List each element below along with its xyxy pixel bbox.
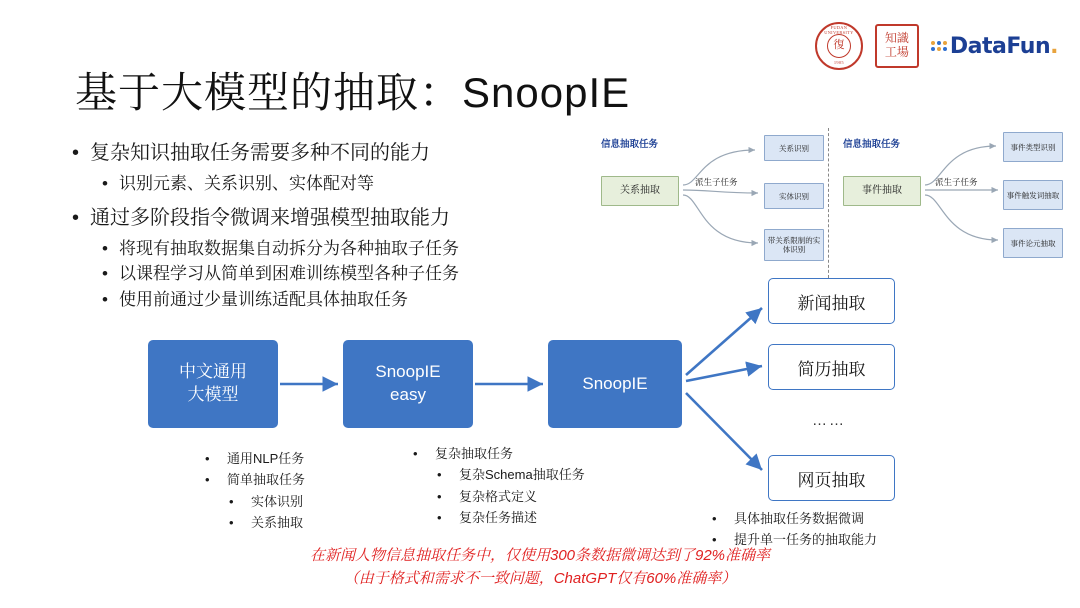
note-text: 具体抽取任务数据微调 — [734, 511, 865, 526]
output-node-resume: 简历抽取 — [768, 344, 895, 390]
diagram-divider — [828, 128, 829, 278]
bullet-text: 通过多阶段指令微调来增强模型抽取能力 — [90, 206, 450, 229]
note-marker: • — [205, 451, 210, 466]
bullet-marker: • — [102, 289, 108, 309]
bullet-item — [102, 261, 592, 287]
flow-node-easy — [343, 340, 473, 428]
note-text: 关系抽取 — [251, 515, 304, 531]
note-text: 复杂抽取任务 — [435, 446, 514, 461]
bullet-text: 将现有抽取数据集自动拆分为各种抽取子任务 — [119, 238, 459, 258]
bullet-text: 复杂知识抽取任务需要多种不同的能力 — [90, 142, 430, 164]
note-marker: • — [437, 510, 442, 526]
note-item — [205, 448, 305, 469]
right-target-node-1: 事件类型识别 — [1003, 132, 1063, 162]
bullet-item — [102, 287, 592, 313]
output-node-news: 新闻抽取 — [768, 278, 895, 324]
bullet-marker: • — [102, 174, 108, 193]
bullet-text: 识别元素、关系识别、实体配对等 — [119, 174, 374, 193]
bullet-item — [102, 236, 592, 262]
logo-group — [815, 22, 1058, 70]
note-list-middle — [413, 443, 585, 529]
flow-node-base-label: 中文通用 大模型 — [179, 362, 247, 404]
bullet-marker: • — [102, 264, 108, 283]
fudan-seal-logo — [815, 22, 863, 70]
note-item — [229, 512, 305, 533]
note-marker: • — [205, 472, 210, 488]
left-target-node-3: 带关系限制的实体识别 — [764, 229, 824, 261]
note-text: 实体识别 — [251, 493, 304, 509]
zhishigongchang-logo — [875, 24, 919, 68]
note-text: 复杂格式定义 — [459, 488, 538, 504]
bullet-text: 以课程学习从简单到困难训练模型各种子任务 — [119, 264, 459, 283]
right-diagram-title: 信息抽取任务 — [843, 139, 901, 150]
left-target-node-2: 实体识别 — [764, 183, 824, 209]
note-marker: • — [437, 467, 442, 483]
bullet-marker: • — [102, 238, 108, 258]
note-item — [712, 508, 877, 529]
datafun-dot: . — [1050, 33, 1058, 59]
left-target-node-1: 关系识别 — [764, 135, 824, 161]
note-item — [229, 491, 305, 512]
subtask-diagram — [595, 128, 1065, 278]
seal-bottom-text: 1905 — [833, 60, 844, 66]
left-source-node: 关系抽取 — [601, 176, 679, 206]
right-target-node-3: 事件论元抽取 — [1003, 228, 1063, 258]
bullet-text: 使用前通过少量训练适配具体抽取任务 — [119, 289, 408, 309]
flow-node-easy-label: SnoopIE easy — [375, 362, 441, 404]
bullet-list — [72, 138, 592, 312]
bullet-item — [72, 138, 592, 169]
datafun-dots-icon — [931, 41, 947, 51]
logo-box-line1: 知識 — [884, 31, 909, 46]
note-text: 通用NLP任务 — [227, 451, 305, 466]
datafun-wordmark — [950, 34, 1058, 59]
datafun-text: DataFun — [949, 33, 1051, 59]
flow-node-base — [148, 340, 278, 428]
note-text: 提升单一任务的抽取能力 — [734, 532, 878, 548]
note-marker: • — [229, 515, 234, 531]
note-text: 复杂Schema抽取任务 — [459, 467, 585, 483]
datafun-logo — [931, 34, 1058, 59]
footer-note — [0, 544, 1080, 591]
note-marker: • — [413, 446, 418, 461]
ellipsis-label: …… — [812, 412, 846, 429]
note-marker: • — [712, 511, 717, 526]
seal-top-text: FUDAN UNIVERSITY — [824, 25, 854, 35]
note-text: 简单抽取任务 — [227, 472, 306, 488]
right-target-node-2: 事件触发词抽取 — [1003, 180, 1063, 210]
flow-node-main — [548, 340, 682, 428]
note-item — [437, 486, 585, 507]
note-marker: • — [437, 488, 442, 504]
note-text: 复杂任务描述 — [459, 510, 538, 526]
seal-center-text: 復 — [827, 34, 851, 58]
bullet-item — [102, 171, 592, 197]
flow-node-main-label: SnoopIE — [582, 373, 648, 393]
footer-line-2: （由于格式和需求不一致问题，ChatGPT仅有60%准确率） — [343, 569, 737, 587]
right-source-node: 事件抽取 — [843, 176, 921, 206]
note-list-left — [205, 448, 305, 534]
output-node-web: 网页抽取 — [768, 455, 895, 501]
note-item — [437, 464, 585, 485]
left-diagram-title: 信息抽取任务 — [601, 139, 659, 150]
page-title: 基于大模型的抽取：SnoopIE — [75, 69, 631, 116]
note-item — [437, 507, 585, 528]
bullet-item — [72, 203, 592, 234]
left-edge-label: 派生子任务 — [695, 177, 738, 187]
note-marker: • — [229, 493, 234, 509]
note-item — [413, 443, 585, 464]
logo-box-line2: 工場 — [884, 45, 909, 59]
bullet-marker: • — [72, 142, 80, 164]
footer-line-1: 在新闻人物信息抽取任务中，仅使用300条数据微调达到了92%准确率 — [309, 546, 771, 564]
note-item — [205, 469, 305, 490]
note-marker: • — [712, 532, 717, 548]
right-edge-label: 派生子任务 — [935, 177, 978, 187]
bullet-marker: • — [72, 206, 80, 229]
